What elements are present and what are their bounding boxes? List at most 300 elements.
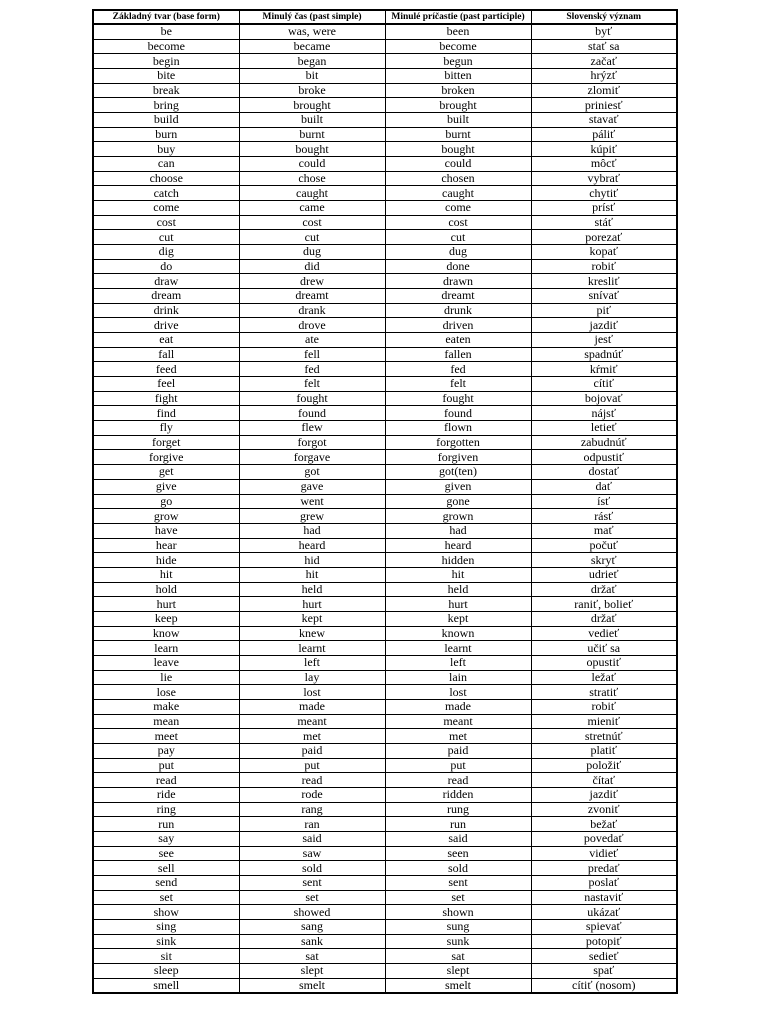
table-row [93,201,677,216]
table-row [93,435,677,450]
table-row [93,670,677,685]
cell-slovak-meaning: cítiť [531,377,677,392]
cell-past-simple: grew [239,509,385,524]
cell-slovak-meaning: letieť [531,421,677,436]
cell-past-simple: lay [239,670,385,685]
cell-slovak-meaning: potopiť [531,934,677,949]
cell-past-simple: sang [239,919,385,934]
cell-base-form: ride [93,787,239,802]
cell-past-simple: sold [239,861,385,876]
cell-past-participle: sent [385,875,531,890]
cell-past-simple: came [239,201,385,216]
cell-past-participle: slept [385,964,531,979]
cell-base-form: bring [93,98,239,113]
cell-slovak-meaning: sedieť [531,949,677,964]
cell-slovak-meaning: porezať [531,230,677,245]
cell-past-simple: sank [239,934,385,949]
cell-past-simple: rode [239,787,385,802]
cell-slovak-meaning: ležať [531,670,677,685]
cell-base-form: feed [93,362,239,377]
cell-past-participle: eaten [385,333,531,348]
cell-past-participle: shown [385,905,531,920]
cell-base-form: fly [93,421,239,436]
cell-slovak-meaning: bojovať [531,391,677,406]
cell-past-participle: smelt [385,978,531,993]
cell-slovak-meaning: stáť [531,215,677,230]
cell-base-form: draw [93,274,239,289]
cell-base-form: hit [93,567,239,582]
cell-base-form: dig [93,245,239,260]
cell-past-simple: got [239,465,385,480]
cell-past-participle: got(ten) [385,465,531,480]
cell-past-simple: sent [239,875,385,890]
table-row [93,905,677,920]
table-row [93,347,677,362]
cell-past-participle: bitten [385,69,531,84]
cell-slovak-meaning: udrieť [531,567,677,582]
table-row [93,831,677,846]
cell-past-simple: learnt [239,641,385,656]
table-row [93,39,677,54]
cell-past-participle: chosen [385,171,531,186]
cell-base-form: feel [93,377,239,392]
cell-past-participle: set [385,890,531,905]
cell-base-form: fall [93,347,239,362]
cell-past-simple: lost [239,685,385,700]
cell-past-participle: fed [385,362,531,377]
cell-past-participle: seen [385,846,531,861]
cell-past-simple: made [239,699,385,714]
cell-base-form: sink [93,934,239,949]
cell-slovak-meaning: spadnúť [531,347,677,362]
cell-past-participle: held [385,582,531,597]
table-row [93,391,677,406]
table-row [93,127,677,142]
cell-past-simple: brought [239,98,385,113]
cell-past-participle: heard [385,538,531,553]
cell-slovak-meaning: hrýzť [531,69,677,84]
cell-slovak-meaning: učiť sa [531,641,677,656]
cell-past-simple: began [239,54,385,69]
cell-past-simple: broke [239,83,385,98]
cell-past-participle: made [385,699,531,714]
cell-base-form: know [93,626,239,641]
cell-past-simple: fell [239,347,385,362]
cell-base-form: hold [93,582,239,597]
cell-base-form: buy [93,142,239,157]
cell-past-participle: said [385,831,531,846]
cell-slovak-meaning: stať sa [531,39,677,54]
cell-slovak-meaning: snívať [531,289,677,304]
cell-base-form: drive [93,318,239,333]
cell-past-participle: sold [385,861,531,876]
table-row [93,465,677,480]
table-row [93,714,677,729]
table-row [93,523,677,538]
cell-past-participle: paid [385,743,531,758]
cell-base-form: bite [93,69,239,84]
cell-past-participle: come [385,201,531,216]
cell-past-participle: dug [385,245,531,260]
cell-past-simple: did [239,259,385,274]
cell-base-form: fight [93,391,239,406]
cell-past-simple: flew [239,421,385,436]
cell-slovak-meaning: robiť [531,259,677,274]
cell-slovak-meaning: ísť [531,494,677,509]
cell-base-form: keep [93,611,239,626]
table-row [93,318,677,333]
table-row [93,582,677,597]
table-row [93,626,677,641]
cell-past-simple: drew [239,274,385,289]
cell-past-participle: read [385,773,531,788]
table-row [93,479,677,494]
cell-base-form: cut [93,230,239,245]
table-row [93,494,677,509]
table-row [93,113,677,128]
cell-past-simple: saw [239,846,385,861]
cell-base-form: get [93,465,239,480]
cell-slovak-meaning: prísť [531,201,677,216]
cell-slovak-meaning: začať [531,54,677,69]
cell-base-form: find [93,406,239,421]
cell-slovak-meaning: držať [531,611,677,626]
cell-past-simple: hit [239,567,385,582]
cell-past-participle: met [385,729,531,744]
header-past-simple: Minulý čas (past simple) [239,10,385,24]
table-row [93,553,677,568]
cell-base-form: catch [93,186,239,201]
cell-base-form: say [93,831,239,846]
cell-past-participle: cut [385,230,531,245]
table-row [93,934,677,949]
table-row [93,567,677,582]
cell-slovak-meaning: stretnúť [531,729,677,744]
cell-slovak-meaning: poslať [531,875,677,890]
cell-slovak-meaning: kopať [531,245,677,260]
cell-slovak-meaning: kúpiť [531,142,677,157]
cell-slovak-meaning: zvoniť [531,802,677,817]
cell-past-participle: built [385,113,531,128]
cell-slovak-meaning: robiť [531,699,677,714]
cell-past-participle: broken [385,83,531,98]
cell-base-form: read [93,773,239,788]
cell-slovak-meaning: zabudnúť [531,435,677,450]
cell-past-simple: heard [239,538,385,553]
cell-past-simple: gave [239,479,385,494]
table-header [93,10,677,24]
table-row [93,758,677,773]
cell-base-form: set [93,890,239,905]
cell-past-simple: drank [239,303,385,318]
cell-past-participle: drawn [385,274,531,289]
cell-past-participle: caught [385,186,531,201]
table-row [93,406,677,421]
cell-base-form: meet [93,729,239,744]
cell-base-form: ring [93,802,239,817]
cell-past-participle: grown [385,509,531,524]
cell-base-form: sell [93,861,239,876]
cell-slovak-meaning: raniť, bolieť [531,597,677,612]
table-row [93,69,677,84]
cell-past-simple: smelt [239,978,385,993]
table-row [93,729,677,744]
cell-past-simple: built [239,113,385,128]
cell-base-form: hide [93,553,239,568]
cell-past-simple: kept [239,611,385,626]
cell-past-participle: begun [385,54,531,69]
cell-slovak-meaning: páliť [531,127,677,142]
table-row [93,303,677,318]
cell-past-participle: given [385,479,531,494]
cell-slovak-meaning: jazdiť [531,787,677,802]
cell-past-simple: ate [239,333,385,348]
table-row [93,641,677,656]
table-row [93,890,677,905]
cell-past-participle: sunk [385,934,531,949]
cell-past-simple: burnt [239,127,385,142]
cell-slovak-meaning: platiť [531,743,677,758]
cell-past-participle: run [385,817,531,832]
cell-slovak-meaning: počuť [531,538,677,553]
cell-past-participle: left [385,655,531,670]
cell-base-form: go [93,494,239,509]
cell-past-simple: slept [239,964,385,979]
cell-past-participle: hidden [385,553,531,568]
table-row [93,538,677,553]
cell-slovak-meaning: vybrať [531,171,677,186]
cell-past-simple: drove [239,318,385,333]
cell-past-simple: cut [239,230,385,245]
cell-base-form: build [93,113,239,128]
cell-slovak-meaning: stratiť [531,685,677,700]
table-row [93,98,677,113]
cell-past-simple: fed [239,362,385,377]
table-row [93,787,677,802]
header-slovak-meaning: Slovenský význam [531,10,677,24]
cell-past-participle: gone [385,494,531,509]
cell-base-form: eat [93,333,239,348]
table-row [93,259,677,274]
cell-past-simple: was, were [239,24,385,39]
cell-past-simple: paid [239,743,385,758]
cell-slovak-meaning: vidieť [531,846,677,861]
cell-base-form: have [93,523,239,538]
cell-past-participle: burnt [385,127,531,142]
cell-past-participle: sat [385,949,531,964]
table-row [93,157,677,172]
table-row [93,978,677,993]
cell-slovak-meaning: nastaviť [531,890,677,905]
cell-past-simple: hurt [239,597,385,612]
cell-past-participle: ridden [385,787,531,802]
cell-slovak-meaning: môcť [531,157,677,172]
table-row [93,24,677,39]
cell-past-simple: found [239,406,385,421]
header-past-participle: Minulé príčastie (past participle) [385,10,531,24]
cell-past-simple: read [239,773,385,788]
cell-slovak-meaning: vedieť [531,626,677,641]
table-row [93,846,677,861]
cell-slovak-meaning: ukázať [531,905,677,920]
cell-slovak-meaning: opustiť [531,655,677,670]
cell-base-form: lie [93,670,239,685]
cell-past-participle: hurt [385,597,531,612]
cell-base-form: do [93,259,239,274]
cell-base-form: send [93,875,239,890]
cell-past-simple: felt [239,377,385,392]
cell-slovak-meaning: odpustiť [531,450,677,465]
cell-base-form: see [93,846,239,861]
cell-slovak-meaning: jesť [531,333,677,348]
table-row [93,245,677,260]
cell-base-form: be [93,24,239,39]
cell-past-simple: dug [239,245,385,260]
cell-slovak-meaning: mať [531,523,677,538]
cell-past-participle: drunk [385,303,531,318]
cell-past-participle: found [385,406,531,421]
cell-past-participle: flown [385,421,531,436]
cell-base-form: hear [93,538,239,553]
table-row [93,186,677,201]
cell-past-participle: cost [385,215,531,230]
cell-past-participle: put [385,758,531,773]
table-row [93,802,677,817]
cell-slovak-meaning: chytiť [531,186,677,201]
cell-base-form: begin [93,54,239,69]
table-row [93,362,677,377]
cell-base-form: forgive [93,450,239,465]
table-row [93,685,677,700]
cell-past-participle: dreamt [385,289,531,304]
table-row [93,875,677,890]
cell-base-form: run [93,817,239,832]
cell-past-participle: hit [385,567,531,582]
header-base-form: Základný tvar (base form) [93,10,239,24]
cell-base-form: give [93,479,239,494]
table-body [93,24,677,993]
table-row [93,949,677,964]
cell-past-participle: bought [385,142,531,157]
table-row [93,142,677,157]
cell-past-simple: caught [239,186,385,201]
table-row [93,171,677,186]
cell-past-participle: sung [385,919,531,934]
cell-past-participle: forgiven [385,450,531,465]
cell-base-form: hurt [93,597,239,612]
cell-base-form: mean [93,714,239,729]
table-row [93,333,677,348]
cell-past-participle: fought [385,391,531,406]
irregular-verbs-sheet [92,9,676,994]
cell-past-simple: meant [239,714,385,729]
cell-past-simple: dreamt [239,289,385,304]
cell-past-participle: learnt [385,641,531,656]
table-row [93,773,677,788]
cell-past-participle: rung [385,802,531,817]
cell-base-form: can [93,157,239,172]
table-row [93,450,677,465]
cell-base-form: break [93,83,239,98]
cell-base-form: cost [93,215,239,230]
cell-base-form: grow [93,509,239,524]
cell-base-form: show [93,905,239,920]
cell-past-participle: known [385,626,531,641]
table-row [93,861,677,876]
cell-base-form: pay [93,743,239,758]
cell-base-form: drink [93,303,239,318]
table-row [93,699,677,714]
cell-base-form: come [93,201,239,216]
cell-base-form: sit [93,949,239,964]
cell-base-form: lose [93,685,239,700]
cell-past-simple: showed [239,905,385,920]
cell-past-simple: sat [239,949,385,964]
table-row [93,230,677,245]
table-row [93,215,677,230]
cell-slovak-meaning: rásť [531,509,677,524]
cell-slovak-meaning: bežať [531,817,677,832]
cell-past-simple: hid [239,553,385,568]
cell-past-simple: set [239,890,385,905]
cell-past-simple: had [239,523,385,538]
cell-base-form: forget [93,435,239,450]
cell-base-form: learn [93,641,239,656]
cell-past-simple: bought [239,142,385,157]
cell-base-form: smell [93,978,239,993]
table-row [93,54,677,69]
cell-slovak-meaning: nájsť [531,406,677,421]
cell-slovak-meaning: kŕmiť [531,362,677,377]
cell-past-simple: put [239,758,385,773]
header-row [93,10,677,24]
cell-slovak-meaning: byť [531,24,677,39]
cell-past-participle: could [385,157,531,172]
cell-slovak-meaning: zlomiť [531,83,677,98]
cell-slovak-meaning: jazdiť [531,318,677,333]
cell-base-form: make [93,699,239,714]
cell-base-form: sleep [93,964,239,979]
cell-past-simple: rang [239,802,385,817]
cell-past-simple: chose [239,171,385,186]
cell-slovak-meaning: spať [531,964,677,979]
cell-past-simple: ran [239,817,385,832]
table-row [93,817,677,832]
table-row [93,509,677,524]
cell-past-participle: lain [385,670,531,685]
cell-slovak-meaning: dostať [531,465,677,480]
cell-base-form: put [93,758,239,773]
cell-past-participle: done [385,259,531,274]
cell-past-participle: driven [385,318,531,333]
cell-base-form: choose [93,171,239,186]
table-row [93,597,677,612]
cell-slovak-meaning: skryť [531,553,677,568]
table-row [93,743,677,758]
cell-past-simple: could [239,157,385,172]
cell-past-participle: had [385,523,531,538]
table-row [93,83,677,98]
cell-past-participle: forgotten [385,435,531,450]
cell-past-simple: knew [239,626,385,641]
cell-base-form: sing [93,919,239,934]
cell-past-simple: held [239,582,385,597]
cell-past-simple: met [239,729,385,744]
cell-slovak-meaning: mieniť [531,714,677,729]
irregular-verbs-table [92,9,678,994]
cell-past-simple: became [239,39,385,54]
table-row [93,377,677,392]
